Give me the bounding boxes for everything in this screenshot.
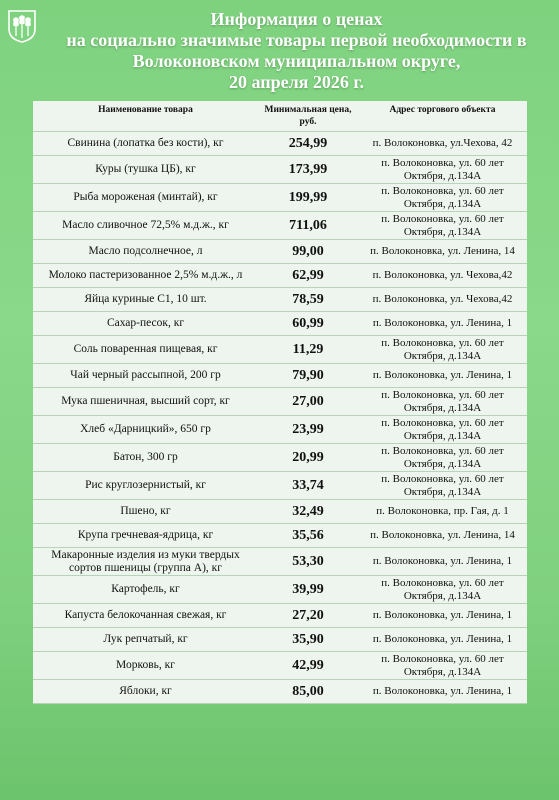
product-name-cell: Масло подсолнечное, л [33, 240, 258, 264]
table-body [33, 132, 527, 704]
store-address-cell: п. Волоконовка, ул. 60 лет Октября, д.134А [358, 184, 527, 212]
min-price-cell: 11,29 [258, 336, 358, 364]
store-address-cell: п. Волоконовка, ул. Ленина, 1 [358, 680, 527, 704]
product-name-cell: Куры (тушка ЦБ), кг [33, 156, 258, 184]
min-price-cell: 85,00 [258, 680, 358, 704]
min-price-cell: 78,59 [258, 288, 358, 312]
store-address-cell: п. Волоконовка, ул. Ленина, 1 [358, 604, 527, 628]
table-row [33, 500, 527, 524]
store-address-cell: п. Волоконовка, пр. Гая, д. 1 [358, 500, 527, 524]
table-row [33, 524, 527, 548]
table-row [33, 336, 527, 364]
title-line-4: 20 апреля 2026 г. [228, 72, 365, 92]
product-name-cell: Свинина (лопатка без кости), кг [33, 132, 258, 156]
product-name-cell: Чай черный рассыпной, 200 гр [33, 364, 258, 388]
store-address-cell: п. Волоконовка, ул. 60 лет Октября, д.134А [358, 336, 527, 364]
store-address-cell: п. Волоконовка, ул. Ленина, 1 [358, 548, 527, 576]
product-name-cell: Морковь, кг [33, 652, 258, 680]
price-table [33, 101, 527, 704]
wheat-emblem-icon [7, 9, 37, 43]
table-row [33, 652, 527, 680]
min-price-cell: 35,90 [258, 628, 358, 652]
product-name-cell: Пшено, кг [33, 500, 258, 524]
store-address-cell: п. Волоконовка, ул. 60 лет Октября, д.134А [358, 212, 527, 240]
min-price-cell: 20,99 [258, 444, 358, 472]
table-row [33, 388, 527, 416]
min-price-cell: 99,00 [258, 240, 358, 264]
min-price-cell: 173,99 [258, 156, 358, 184]
min-price-cell: 79,90 [258, 364, 358, 388]
product-name-cell: Батон, 300 гр [33, 444, 258, 472]
product-name-cell: Хлеб «Дарницкий», 650 гр [33, 416, 258, 444]
store-address-cell: п. Волоконовка, ул. Ленина, 1 [358, 364, 527, 388]
column-header-name: Наименование товара [33, 101, 258, 132]
table-row [33, 132, 527, 156]
min-price-cell: 60,99 [258, 312, 358, 336]
table-row [33, 604, 527, 628]
product-name-cell: Капуста белокочанная свежая, кг [33, 604, 258, 628]
product-name-cell: Сахар-песок, кг [33, 312, 258, 336]
product-name-cell: Рыба мороженая (минтай), кг [33, 184, 258, 212]
min-price-cell: 23,99 [258, 416, 358, 444]
store-address-cell: п. Волоконовка, ул. Ленина, 14 [358, 524, 527, 548]
table-row [33, 576, 527, 604]
min-price-cell: 35,56 [258, 524, 358, 548]
column-header-price: Минимальная цена, руб. [258, 101, 358, 132]
product-name-cell: Яйца куриные С1, 10 шт. [33, 288, 258, 312]
min-price-cell: 39,99 [258, 576, 358, 604]
table-row [33, 312, 527, 336]
store-address-cell: п. Волоконовка, ул. 60 лет Октября, д.134А [358, 652, 527, 680]
store-address-cell: п. Волоконовка, ул. Чехова,42 [358, 264, 527, 288]
product-name-cell: Молоко пастеризованное 2,5% м.д.ж., л [33, 264, 258, 288]
table-row [33, 288, 527, 312]
min-price-cell: 32,49 [258, 500, 358, 524]
column-header-address: Адрес торгового объекта [358, 101, 527, 132]
store-address-cell: п. Волоконовка, ул. 60 лет Октября, д.134А [358, 472, 527, 500]
min-price-cell: 27,00 [258, 388, 358, 416]
min-price-cell: 33,74 [258, 472, 358, 500]
table-row [33, 628, 527, 652]
min-price-cell: 27,20 [258, 604, 358, 628]
title-line-2: на социально значимые товары первой необходимости в [66, 30, 527, 50]
product-name-cell: Мука пшеничная, высший сорт, кг [33, 388, 258, 416]
table-row [33, 548, 527, 576]
product-name-cell: Крупа гречневая-ядрица, кг [33, 524, 258, 548]
table-row [33, 240, 527, 264]
product-name-cell: Масло сливочное 72,5% м.д.ж., кг [33, 212, 258, 240]
table-row [33, 472, 527, 500]
min-price-cell: 711,06 [258, 212, 358, 240]
store-address-cell: п. Волоконовка, ул. Чехова,42 [358, 288, 527, 312]
product-name-cell: Яблоки, кг [33, 680, 258, 704]
product-name-cell: Рис круглозернистый, кг [33, 472, 258, 500]
min-price-cell: 254,99 [258, 132, 358, 156]
title-line-3: Волоконовском муниципальном округе, [132, 51, 461, 71]
store-address-cell: п. Волоконовка, ул. Ленина, 14 [358, 240, 527, 264]
min-price-cell: 62,99 [258, 264, 358, 288]
product-name-cell: Соль поваренная пищевая, кг [33, 336, 258, 364]
product-name-cell: Лук репчатый, кг [33, 628, 258, 652]
table-row [33, 680, 527, 704]
table-row [33, 264, 527, 288]
store-address-cell: п. Волоконовка, ул. 60 лет Октября, д.134А [358, 388, 527, 416]
store-address-cell: п. Волоконовка, ул. Ленина, 1 [358, 628, 527, 652]
table-row [33, 416, 527, 444]
table-row [33, 212, 527, 240]
title-line-1: Информация о ценах [210, 9, 383, 29]
store-address-cell: п. Волоконовка, ул.Чехова, 42 [358, 132, 527, 156]
store-address-cell: п. Волоконовка, ул. 60 лет Октября, д.134А [358, 156, 527, 184]
price-table-container [33, 101, 527, 704]
store-address-cell: п. Волоконовка, ул. 60 лет Октября, д.134А [358, 416, 527, 444]
store-address-cell: п. Волоконовка, ул. 60 лет Октября, д.134А [358, 576, 527, 604]
page-title [40, 9, 553, 93]
table-row [33, 364, 527, 388]
store-address-cell: п. Волоконовка, ул. Ленина, 1 [358, 312, 527, 336]
table-header-row [33, 101, 527, 132]
product-name-cell: Картофель, кг [33, 576, 258, 604]
min-price-cell: 53,30 [258, 548, 358, 576]
store-address-cell: п. Волоконовка, ул. 60 лет Октября, д.134А [358, 444, 527, 472]
table-row [33, 444, 527, 472]
min-price-cell: 42,99 [258, 652, 358, 680]
product-name-cell: Макаронные изделия из муки твердых сортов пшеницы (группа А), кг [33, 548, 258, 576]
table-row [33, 156, 527, 184]
min-price-cell: 199,99 [258, 184, 358, 212]
table-row [33, 184, 527, 212]
